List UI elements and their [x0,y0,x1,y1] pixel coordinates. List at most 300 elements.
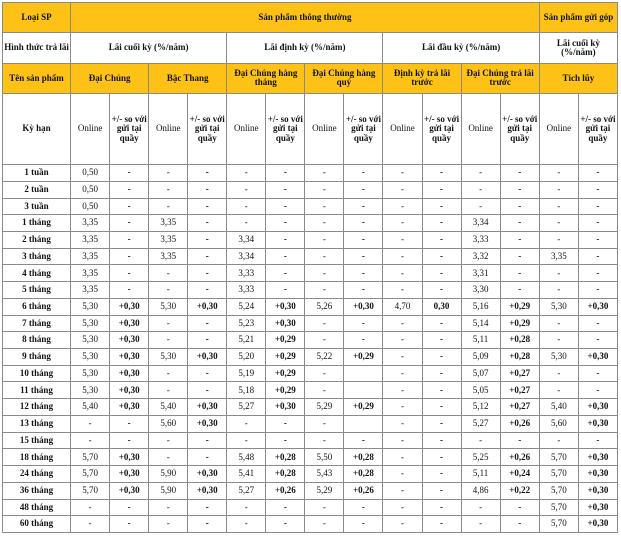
online-rate-cell: 5,11 [461,332,500,349]
diff-rate-cell: +0,30 [266,315,305,332]
online-rate-cell: 5,40 [539,399,578,416]
online-rate-cell: 3,30 [461,282,500,299]
online-rate-cell: 3,35 [149,248,188,265]
diff-rate-cell: - [188,265,227,282]
diff-rate-cell: +0,30 [578,516,617,533]
header-lai-dinh-ky: Lãi định kỳ (%/năm) [227,33,383,63]
online-rate-cell: 5,09 [461,349,500,366]
online-rate-cell: - [227,215,266,232]
term-label: 4 tháng [3,265,71,282]
online-rate-cell: - [149,265,188,282]
online-rate-cell: 3,34 [227,248,266,265]
online-rate-cell: - [305,165,344,182]
online-rate-cell: - [149,516,188,533]
online-rate-cell: 5,70 [539,499,578,516]
online-rate-cell: 4,70 [383,298,422,315]
subheader-online: Online [383,94,422,165]
online-rate-cell: - [305,499,344,516]
online-rate-cell: - [383,415,422,432]
online-rate-cell: 5,40 [71,399,110,416]
diff-rate-cell: - [422,215,461,232]
online-rate-cell: - [539,181,578,198]
online-rate-cell: 5,27 [227,482,266,499]
online-rate-cell: 3,33 [227,282,266,299]
online-rate-cell: - [305,198,344,215]
table-row [3,248,618,265]
diff-rate-cell: - [188,332,227,349]
diff-rate-cell: - [188,215,227,232]
diff-rate-cell [344,365,383,382]
term-label: 15 tháng [3,432,71,449]
diff-rate-cell: - [344,165,383,182]
term-label: 10 tháng [3,365,71,382]
diff-rate-cell: +0,29 [344,349,383,366]
diff-rate-cell: - [344,248,383,265]
term-label: 1 tháng [3,215,71,232]
diff-rate-cell: +0,28 [266,449,305,466]
subheader-online: Online [539,94,578,165]
online-rate-cell: - [149,449,188,466]
diff-rate-cell: - [578,165,617,182]
diff-rate-cell: +0,27 [500,399,539,416]
diff-rate-cell: +0,29 [266,382,305,399]
diff-rate-cell: - [266,198,305,215]
online-rate-cell: 5,70 [71,466,110,483]
diff-rate-cell: - [110,432,149,449]
diff-rate-cell: - [344,282,383,299]
online-rate-cell: 5,90 [149,482,188,499]
diff-rate-cell: +0,29 [266,332,305,349]
interest-rate-table [2,2,618,533]
diff-rate-cell: - [266,415,305,432]
diff-rate-cell: +0,30 [188,415,227,432]
header-lai-cuoi-ky-gui-gop: Lãi cuối kỳ (%/năm) [539,33,617,63]
diff-rate-cell: - [500,215,539,232]
diff-rate-cell: +0,28 [500,349,539,366]
diff-rate-cell: +0,30 [188,349,227,366]
table-row [3,315,618,332]
term-label: 6 tháng [3,298,71,315]
diff-rate-cell: - [266,432,305,449]
online-rate-cell: - [383,399,422,416]
diff-rate-cell: +0,29 [344,399,383,416]
diff-rate-cell: +0,30 [110,482,149,499]
online-rate-cell: 5,23 [227,315,266,332]
online-rate-cell: 5,70 [71,482,110,499]
diff-rate-cell: - [266,215,305,232]
diff-rate-cell: - [500,432,539,449]
table-row [3,399,618,416]
diff-rate-cell: - [422,382,461,399]
diff-rate-cell: - [344,332,383,349]
online-rate-cell: - [461,432,500,449]
online-rate-cell: - [539,232,578,249]
online-rate-cell: 5,19 [227,365,266,382]
online-rate-cell: - [305,382,344,399]
online-rate-cell: - [305,365,344,382]
online-rate-cell: - [461,516,500,533]
table-row [3,482,618,499]
diff-rate-cell: - [188,382,227,399]
term-label: 48 tháng [3,499,71,516]
table-row [3,165,618,182]
online-rate-cell: - [539,365,578,382]
online-rate-cell: 5,30 [149,298,188,315]
header-loai-sp: Loại SP [3,3,71,33]
diff-rate-cell: - [266,165,305,182]
diff-rate-cell: +0,27 [500,382,539,399]
diff-rate-cell: +0,30 [188,466,227,483]
online-rate-cell: - [305,232,344,249]
online-rate-cell: - [383,215,422,232]
online-rate-cell: 5,30 [71,382,110,399]
diff-rate-cell: +0,30 [578,349,617,366]
online-rate-cell: - [383,516,422,533]
diff-rate-cell: +0,30 [110,365,149,382]
online-rate-cell: 3,35 [71,215,110,232]
diff-rate-cell: +0,28 [500,332,539,349]
term-label: 13 tháng [3,415,71,432]
diff-rate-cell: - [344,232,383,249]
online-rate-cell: 5,70 [539,449,578,466]
online-rate-cell: 5,70 [539,466,578,483]
diff-rate-cell: - [188,432,227,449]
header-hinh-thuc-tra-lai: Hình thức trả lãi [3,33,71,63]
diff-rate-cell: - [500,198,539,215]
online-rate-cell: - [71,516,110,533]
table-row [3,332,618,349]
diff-rate-cell: +0,30 [110,332,149,349]
table-row [3,181,618,198]
diff-rate-cell: - [110,215,149,232]
online-rate-cell: 5,05 [461,382,500,399]
diff-rate-cell: - [422,516,461,533]
diff-rate-cell: - [344,265,383,282]
online-rate-cell: - [383,365,422,382]
diff-rate-cell: +0,26 [500,449,539,466]
online-rate-cell: - [539,432,578,449]
diff-rate-cell: +0,30 [110,449,149,466]
diff-rate-cell: - [422,198,461,215]
online-rate-cell: 5,22 [305,349,344,366]
online-rate-cell: 3,34 [461,215,500,232]
online-rate-cell: - [227,516,266,533]
online-rate-cell: - [383,449,422,466]
online-rate-cell: - [383,432,422,449]
online-rate-cell: 0,50 [71,165,110,182]
online-rate-cell: - [383,165,422,182]
diff-rate-cell: - [110,516,149,533]
diff-rate-cell: +0,27 [500,365,539,382]
diff-rate-cell: +0,30 [344,298,383,315]
diff-rate-cell: 0,30 [422,298,461,315]
online-rate-cell: 5,29 [305,399,344,416]
online-rate-cell: 5,07 [461,365,500,382]
diff-rate-cell: +0,30 [578,449,617,466]
diff-rate-cell: - [110,265,149,282]
online-rate-cell: - [383,382,422,399]
diff-rate-cell: - [500,282,539,299]
diff-rate-cell: - [110,499,149,516]
diff-rate-cell: - [578,248,617,265]
diff-rate-cell: - [578,382,617,399]
diff-rate-cell: - [578,332,617,349]
online-rate-cell: - [305,265,344,282]
diff-rate-cell: - [422,282,461,299]
header-san-pham-gui-gop: Sản phẩm gửi góp [539,3,617,33]
diff-rate-cell: - [422,265,461,282]
diff-rate-cell: - [578,215,617,232]
diff-rate-cell: +0,30 [188,482,227,499]
subheader-online: Online [149,94,188,165]
diff-rate-cell: - [500,265,539,282]
header-lai-dau-ky: Lãi đầu kỳ (%/năm) [383,33,539,63]
online-rate-cell: - [149,165,188,182]
diff-rate-cell: +0,30 [578,298,617,315]
diff-rate-cell: +0,26 [266,482,305,499]
table-row [3,382,618,399]
online-rate-cell: 5,60 [149,415,188,432]
online-rate-cell: - [71,415,110,432]
product-dinh-ky-tra-lai-truoc: Định kỳ trả lãi trước [383,63,461,93]
diff-rate-cell: - [266,248,305,265]
online-rate-cell: - [227,165,266,182]
subheader-diff-vs-counter: +/- so với gửi tại quầy [110,94,149,165]
online-rate-cell: - [539,282,578,299]
diff-rate-cell: - [500,499,539,516]
diff-rate-cell: +0,30 [266,399,305,416]
online-rate-cell: - [383,248,422,265]
term-label: 2 tháng [3,232,71,249]
online-rate-cell: - [383,181,422,198]
subheader-diff-vs-counter: +/- so với gửi tại quầy [188,94,227,165]
online-rate-cell: - [383,349,422,366]
diff-rate-cell: - [422,181,461,198]
online-rate-cell: 5,30 [71,365,110,382]
online-rate-cell: - [305,415,344,432]
diff-rate-cell: +0,30 [578,499,617,516]
online-rate-cell: 3,31 [461,265,500,282]
diff-rate-cell: - [188,198,227,215]
online-rate-cell: 5,30 [71,315,110,332]
table-row [3,365,618,382]
table-row [3,298,618,315]
diff-rate-cell: - [578,265,617,282]
diff-rate-cell: - [422,365,461,382]
table-row [3,516,618,533]
subheader-online: Online [305,94,344,165]
online-rate-cell: - [305,432,344,449]
diff-rate-cell: - [578,315,617,332]
term-label: 36 tháng [3,482,71,499]
table-row [3,349,618,366]
diff-rate-cell: - [500,181,539,198]
online-rate-cell: - [305,215,344,232]
diff-rate-cell: - [422,466,461,483]
diff-rate-cell: - [188,449,227,466]
online-rate-cell: 5,70 [539,482,578,499]
online-rate-cell: - [227,415,266,432]
online-rate-cell: - [227,198,266,215]
term-label: 7 tháng [3,315,71,332]
diff-rate-cell: - [422,315,461,332]
online-rate-cell: - [149,332,188,349]
diff-rate-cell: +0,26 [344,482,383,499]
diff-rate-cell: - [422,449,461,466]
diff-rate-cell: - [578,282,617,299]
online-rate-cell: - [149,181,188,198]
diff-rate-cell: - [500,248,539,265]
online-rate-cell: 3,35 [149,215,188,232]
diff-rate-cell: - [422,482,461,499]
online-rate-cell: - [383,482,422,499]
online-rate-cell: - [227,499,266,516]
product-dai-chung: Đại Chúng [71,63,149,93]
term-label: 9 tháng [3,349,71,366]
online-rate-cell: 3,34 [227,232,266,249]
diff-rate-cell: +0,30 [578,399,617,416]
diff-rate-cell: - [266,232,305,249]
online-rate-cell: - [383,332,422,349]
diff-rate-cell: - [344,215,383,232]
online-rate-cell: 5,27 [461,415,500,432]
subheader-diff-vs-counter: +/- so với gửi tại quầy [344,94,383,165]
online-rate-cell: 5,60 [539,415,578,432]
table-row [3,232,618,249]
diff-rate-cell: - [266,181,305,198]
online-rate-cell: 5,70 [539,516,578,533]
online-rate-cell: 3,32 [461,248,500,265]
online-rate-cell: - [149,282,188,299]
term-label: 1 tuần [3,165,71,182]
online-rate-cell: - [461,499,500,516]
diff-rate-cell: - [188,248,227,265]
online-rate-cell: - [539,315,578,332]
online-rate-cell: - [227,432,266,449]
table-row [3,499,618,516]
online-rate-cell: 3,33 [461,232,500,249]
online-rate-cell: 3,35 [71,282,110,299]
online-rate-cell: - [539,165,578,182]
diff-rate-cell: +0,30 [578,415,617,432]
diff-rate-cell: - [500,516,539,533]
table-row [3,215,618,232]
online-rate-cell: - [227,181,266,198]
online-rate-cell: 5,24 [227,298,266,315]
online-rate-cell: 5,48 [227,449,266,466]
diff-rate-cell: - [110,232,149,249]
online-rate-cell: - [539,382,578,399]
online-rate-cell: - [71,499,110,516]
online-rate-cell: 0,50 [71,198,110,215]
online-rate-cell: 5,43 [305,466,344,483]
diff-rate-cell: +0,30 [578,482,617,499]
diff-rate-cell: - [578,181,617,198]
table-row [3,282,618,299]
online-rate-cell: - [383,499,422,516]
diff-rate-cell: - [266,516,305,533]
term-label: 60 tháng [3,516,71,533]
online-rate-cell: - [149,365,188,382]
online-rate-cell: 5,14 [461,315,500,332]
diff-rate-cell: +0,22 [500,482,539,499]
online-rate-cell: 5,11 [461,466,500,483]
term-label: 8 tháng [3,332,71,349]
product-dai-chung-tra-lai-truoc: Đại Chúng trả lãi trước [461,63,539,93]
diff-rate-cell: - [266,282,305,299]
online-rate-cell: - [539,215,578,232]
term-label: 3 tháng [3,248,71,265]
online-rate-cell: - [149,315,188,332]
online-rate-cell: 5,40 [149,399,188,416]
diff-rate-cell: - [422,332,461,349]
diff-rate-cell: +0,24 [500,466,539,483]
online-rate-cell: 5,30 [539,298,578,315]
diff-rate-cell: - [422,415,461,432]
online-rate-cell: - [539,198,578,215]
diff-rate-cell: - [110,282,149,299]
online-rate-cell: - [461,181,500,198]
product-dai-chung-hang-thang: Đại Chúng hàng tháng [227,63,305,93]
term-label: 3 tuần [3,198,71,215]
diff-rate-cell [344,382,383,399]
table-row [3,449,618,466]
term-label: 2 tuần [3,181,71,198]
diff-rate-cell: - [578,432,617,449]
table-row [3,265,618,282]
diff-rate-cell: +0,30 [110,349,149,366]
online-rate-cell: - [461,198,500,215]
diff-rate-cell: - [578,232,617,249]
online-rate-cell: - [305,315,344,332]
subheader-online: Online [71,94,110,165]
diff-rate-cell: +0,30 [110,466,149,483]
subheader-diff-vs-counter: +/- so với gửi tại quầy [500,94,539,165]
online-rate-cell: - [539,265,578,282]
diff-rate-cell: - [266,265,305,282]
diff-rate-cell: +0,28 [266,466,305,483]
diff-rate-cell: +0,29 [500,298,539,315]
online-rate-cell: 5,27 [227,399,266,416]
diff-rate-cell: - [578,365,617,382]
diff-rate-cell: +0,29 [266,365,305,382]
online-rate-cell: 5,90 [149,466,188,483]
term-label: 5 tháng [3,282,71,299]
online-rate-cell: 5,30 [539,349,578,366]
online-rate-cell: - [461,165,500,182]
online-rate-cell: - [305,332,344,349]
diff-rate-cell: +0,26 [500,415,539,432]
diff-rate-cell: +0,30 [110,382,149,399]
term-label: 12 tháng [3,399,71,416]
header-san-pham-thong-thuong: Sản phẩm thông thường [71,3,540,33]
diff-rate-cell: +0,28 [344,466,383,483]
online-rate-cell: 5,30 [149,349,188,366]
diff-rate-cell: +0,30 [110,298,149,315]
online-rate-cell: 5,26 [305,298,344,315]
diff-rate-cell: - [344,499,383,516]
online-rate-cell: - [383,265,422,282]
online-rate-cell: - [305,282,344,299]
diff-rate-cell: - [188,232,227,249]
diff-rate-cell: - [578,198,617,215]
diff-rate-cell: - [344,198,383,215]
online-rate-cell: - [71,432,110,449]
diff-rate-cell: +0,29 [500,315,539,332]
diff-rate-cell: - [422,399,461,416]
online-rate-cell: 5,20 [227,349,266,366]
table-row [3,198,618,215]
